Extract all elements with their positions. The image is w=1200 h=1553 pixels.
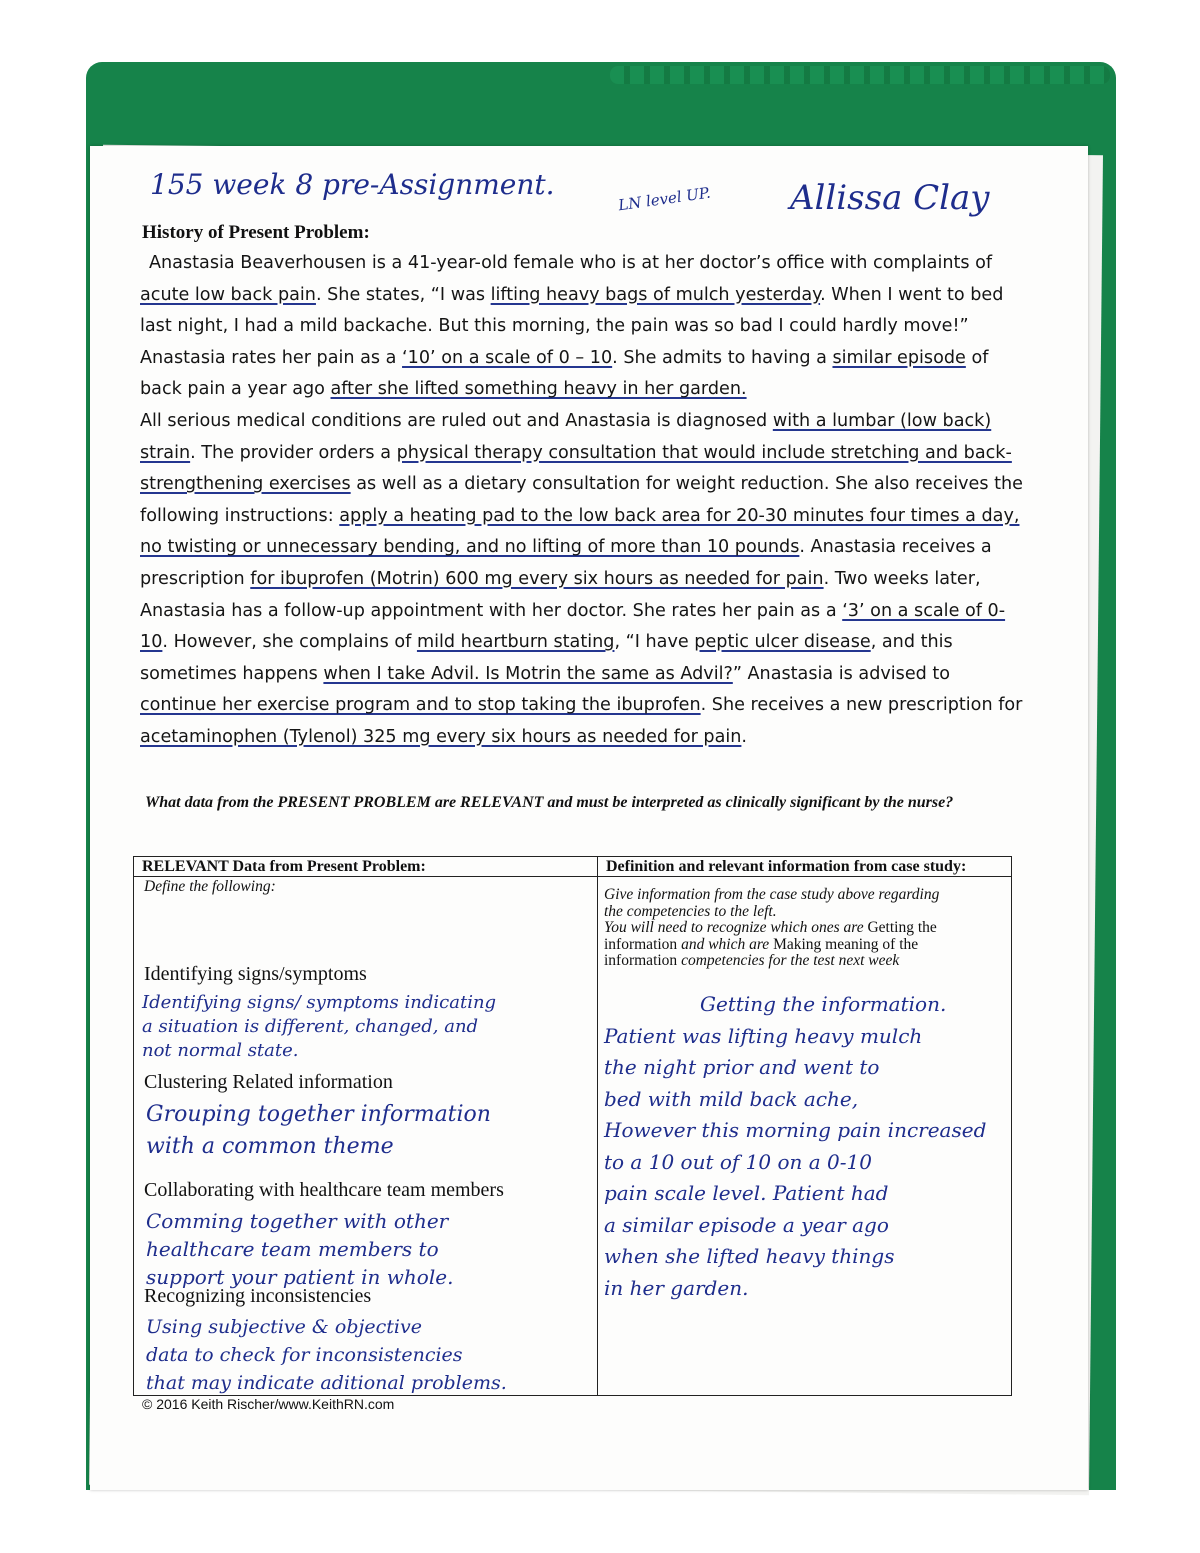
instruction-text: Getting the — [867, 919, 937, 936]
story-text: . Anastasia receives a prescription — [140, 537, 992, 589]
answer-line: However this morning pain increased — [604, 1118, 987, 1142]
left-instruction: Define the following: — [144, 878, 276, 895]
answer-line: when she lifted heavy things — [604, 1244, 895, 1268]
story-text: . She admits to having a — [612, 347, 833, 368]
competency-label: Collaborating with healthcare team members — [144, 1179, 504, 1201]
underlined-text: peptic ulcer disease — [694, 632, 871, 653]
folder-ridge-decoration — [610, 66, 1110, 84]
handwritten-answer — [146, 1099, 491, 1163]
story-text: . When I went to bed last night, I had a mild backache. But this morning, the pain was so bad I could hardly move!” Anastasia rates her pain as a — [140, 284, 1004, 368]
story-text: Anastasia Beaverhousen is a 41-year-old female who is at her doctor’s office with complaints of — [149, 253, 993, 273]
story-text: . She receives a new prescription for — [700, 695, 1023, 716]
story-text: ” Anastasia is advised to — [732, 663, 951, 684]
relevant-data-table — [133, 856, 1012, 1396]
right-column — [598, 857, 1011, 1395]
underlined-text: ‘10’ on a scale of 0 – 10 — [402, 347, 613, 368]
answer-line: Using subjective & objective — [146, 1316, 422, 1338]
underlined-text: after she lifted something heavy in her garden. — [330, 379, 747, 400]
story-text: as well as a dietary consultation for weight reduction. She also receives the following instructions: — [140, 474, 1023, 526]
answer-line: to a 10 out of 10 on a 0-10 — [604, 1149, 872, 1174]
story-text: , and this sometimes happens — [140, 632, 953, 684]
right-column-header: Definition and relevant information from case study: — [598, 857, 1011, 877]
answer-line: that may indicate aditional problems. — [146, 1372, 507, 1394]
underlined-text: similar episode — [832, 347, 966, 368]
instruction-text: competencies for the test next week — [681, 952, 900, 969]
answer-line: not normal state. — [142, 1040, 299, 1061]
underlined-text: physical therapy consultation that would include stretching and back-strengthening exercises — [140, 442, 1012, 495]
story-text: . She states, “I was — [315, 284, 491, 305]
answer-line: healthcare team members to — [146, 1237, 439, 1261]
story-paragraph-2 — [140, 406, 1030, 754]
instruction-text: the competencies to the left. — [604, 902, 777, 920]
left-column — [134, 857, 598, 1395]
underlined-text: with a lumbar (low back) strain — [140, 410, 992, 463]
section-title: History of Present Problem: — [142, 222, 370, 243]
underlined-text: acute low back pain — [140, 284, 316, 305]
story-text: , “I have — [614, 632, 695, 653]
answer-line: pain scale level. Patient had — [604, 1181, 889, 1205]
answer-line: a situation is different, changed, and — [142, 1016, 479, 1037]
story-paragraph-1 — [140, 248, 1030, 406]
answer-line: Identifying signs/ symptoms indicating — [142, 992, 497, 1013]
story-text: of back pain a year ago — [140, 347, 989, 400]
instruction-text: You will need to recognize which ones are — [604, 919, 868, 936]
underlined-text: continue her exercise program and to stop taking the ibuprofen — [140, 695, 701, 716]
answer-line: the night prior and went to — [604, 1055, 880, 1079]
story-text: . The provider orders a — [190, 442, 397, 463]
handwritten-level-note: LN level UP. — [617, 183, 712, 215]
handwritten-case-answer — [604, 989, 986, 1304]
copyright-footer: © 2016 Keith Rischer/www.KeithRN.com — [142, 1396, 395, 1412]
story-text: . — [741, 726, 747, 747]
left-column-header: RELEVANT Data from Present Problem: — [134, 857, 597, 877]
underlined-text: ‘3’ on a scale of 0-10 — [140, 600, 1006, 653]
answer-line: Grouping together information — [146, 1102, 491, 1127]
instruction-text: information — [604, 935, 682, 953]
handwritten-answer — [142, 991, 496, 1063]
answer-line: Comming together with other — [146, 1209, 449, 1233]
handwritten-answer — [146, 1207, 453, 1291]
answer-line: support your patient in whole. — [146, 1265, 454, 1289]
handwritten-answer — [146, 1313, 507, 1397]
competency-label: Identifying signs/symptoms — [144, 963, 367, 985]
underlined-text: for ibuprofen (Motrin) 600 mg every six hours as needed for pain — [250, 568, 824, 589]
relevance-question: What data from the PRESENT PROBLEM are RELEVANT and must be interpreted as clinically significant by the nurse? — [145, 794, 954, 811]
instruction-text: Give information from the case study above regarding — [604, 886, 940, 903]
answer-line: Getting the information. — [700, 992, 947, 1016]
instruction-text: Making meaning of the — [773, 935, 919, 953]
answer-line: bed with mild back ache, — [604, 1086, 859, 1111]
competency-label: Clustering Related information — [144, 1071, 393, 1093]
underlined-text: apply a heating pad to the low back area for 20-30 minutes four times a day, no twisting or unnecessary bending, and no lifting of more than 10 pounds — [140, 505, 1020, 558]
right-instruction — [604, 887, 1004, 970]
answer-line: Patient was lifting heavy mulch — [604, 1023, 923, 1048]
story-text: All serious medical conditions are ruled out and Anastasia is diagnosed — [140, 410, 773, 431]
handwritten-student-name: Allissa Clay — [790, 178, 990, 218]
handwritten-assignment-title: 155 week 8 pre-Assignment. — [150, 168, 555, 201]
underlined-text: lifting heavy bags of mulch yesterday — [490, 284, 821, 305]
underlined-text: when I take Advil. Is Motrin the same as Advil? — [323, 663, 733, 684]
case-story — [140, 248, 1030, 754]
instruction-text: and which are — [681, 935, 774, 953]
answer-line: in her garden. — [604, 1275, 749, 1300]
story-text: . Two weeks later, Anastasia has a follow-up appointment with her doctor. She rates her pain as a — [140, 568, 981, 621]
underlined-text: mild heartburn stating — [416, 632, 615, 653]
answer-line: a similar episode a year ago — [604, 1212, 889, 1237]
instruction-text: information — [604, 952, 682, 969]
answer-line: data to check for inconsistencies — [146, 1344, 463, 1366]
underlined-text: acetaminophen (Tylenol) 325 mg every six hours as needed for pain — [140, 726, 742, 747]
story-text: . However, she complains of — [162, 632, 417, 653]
competency-label: Recognizing inconsistencies — [144, 1285, 372, 1307]
answer-line: with a common theme — [146, 1134, 394, 1159]
